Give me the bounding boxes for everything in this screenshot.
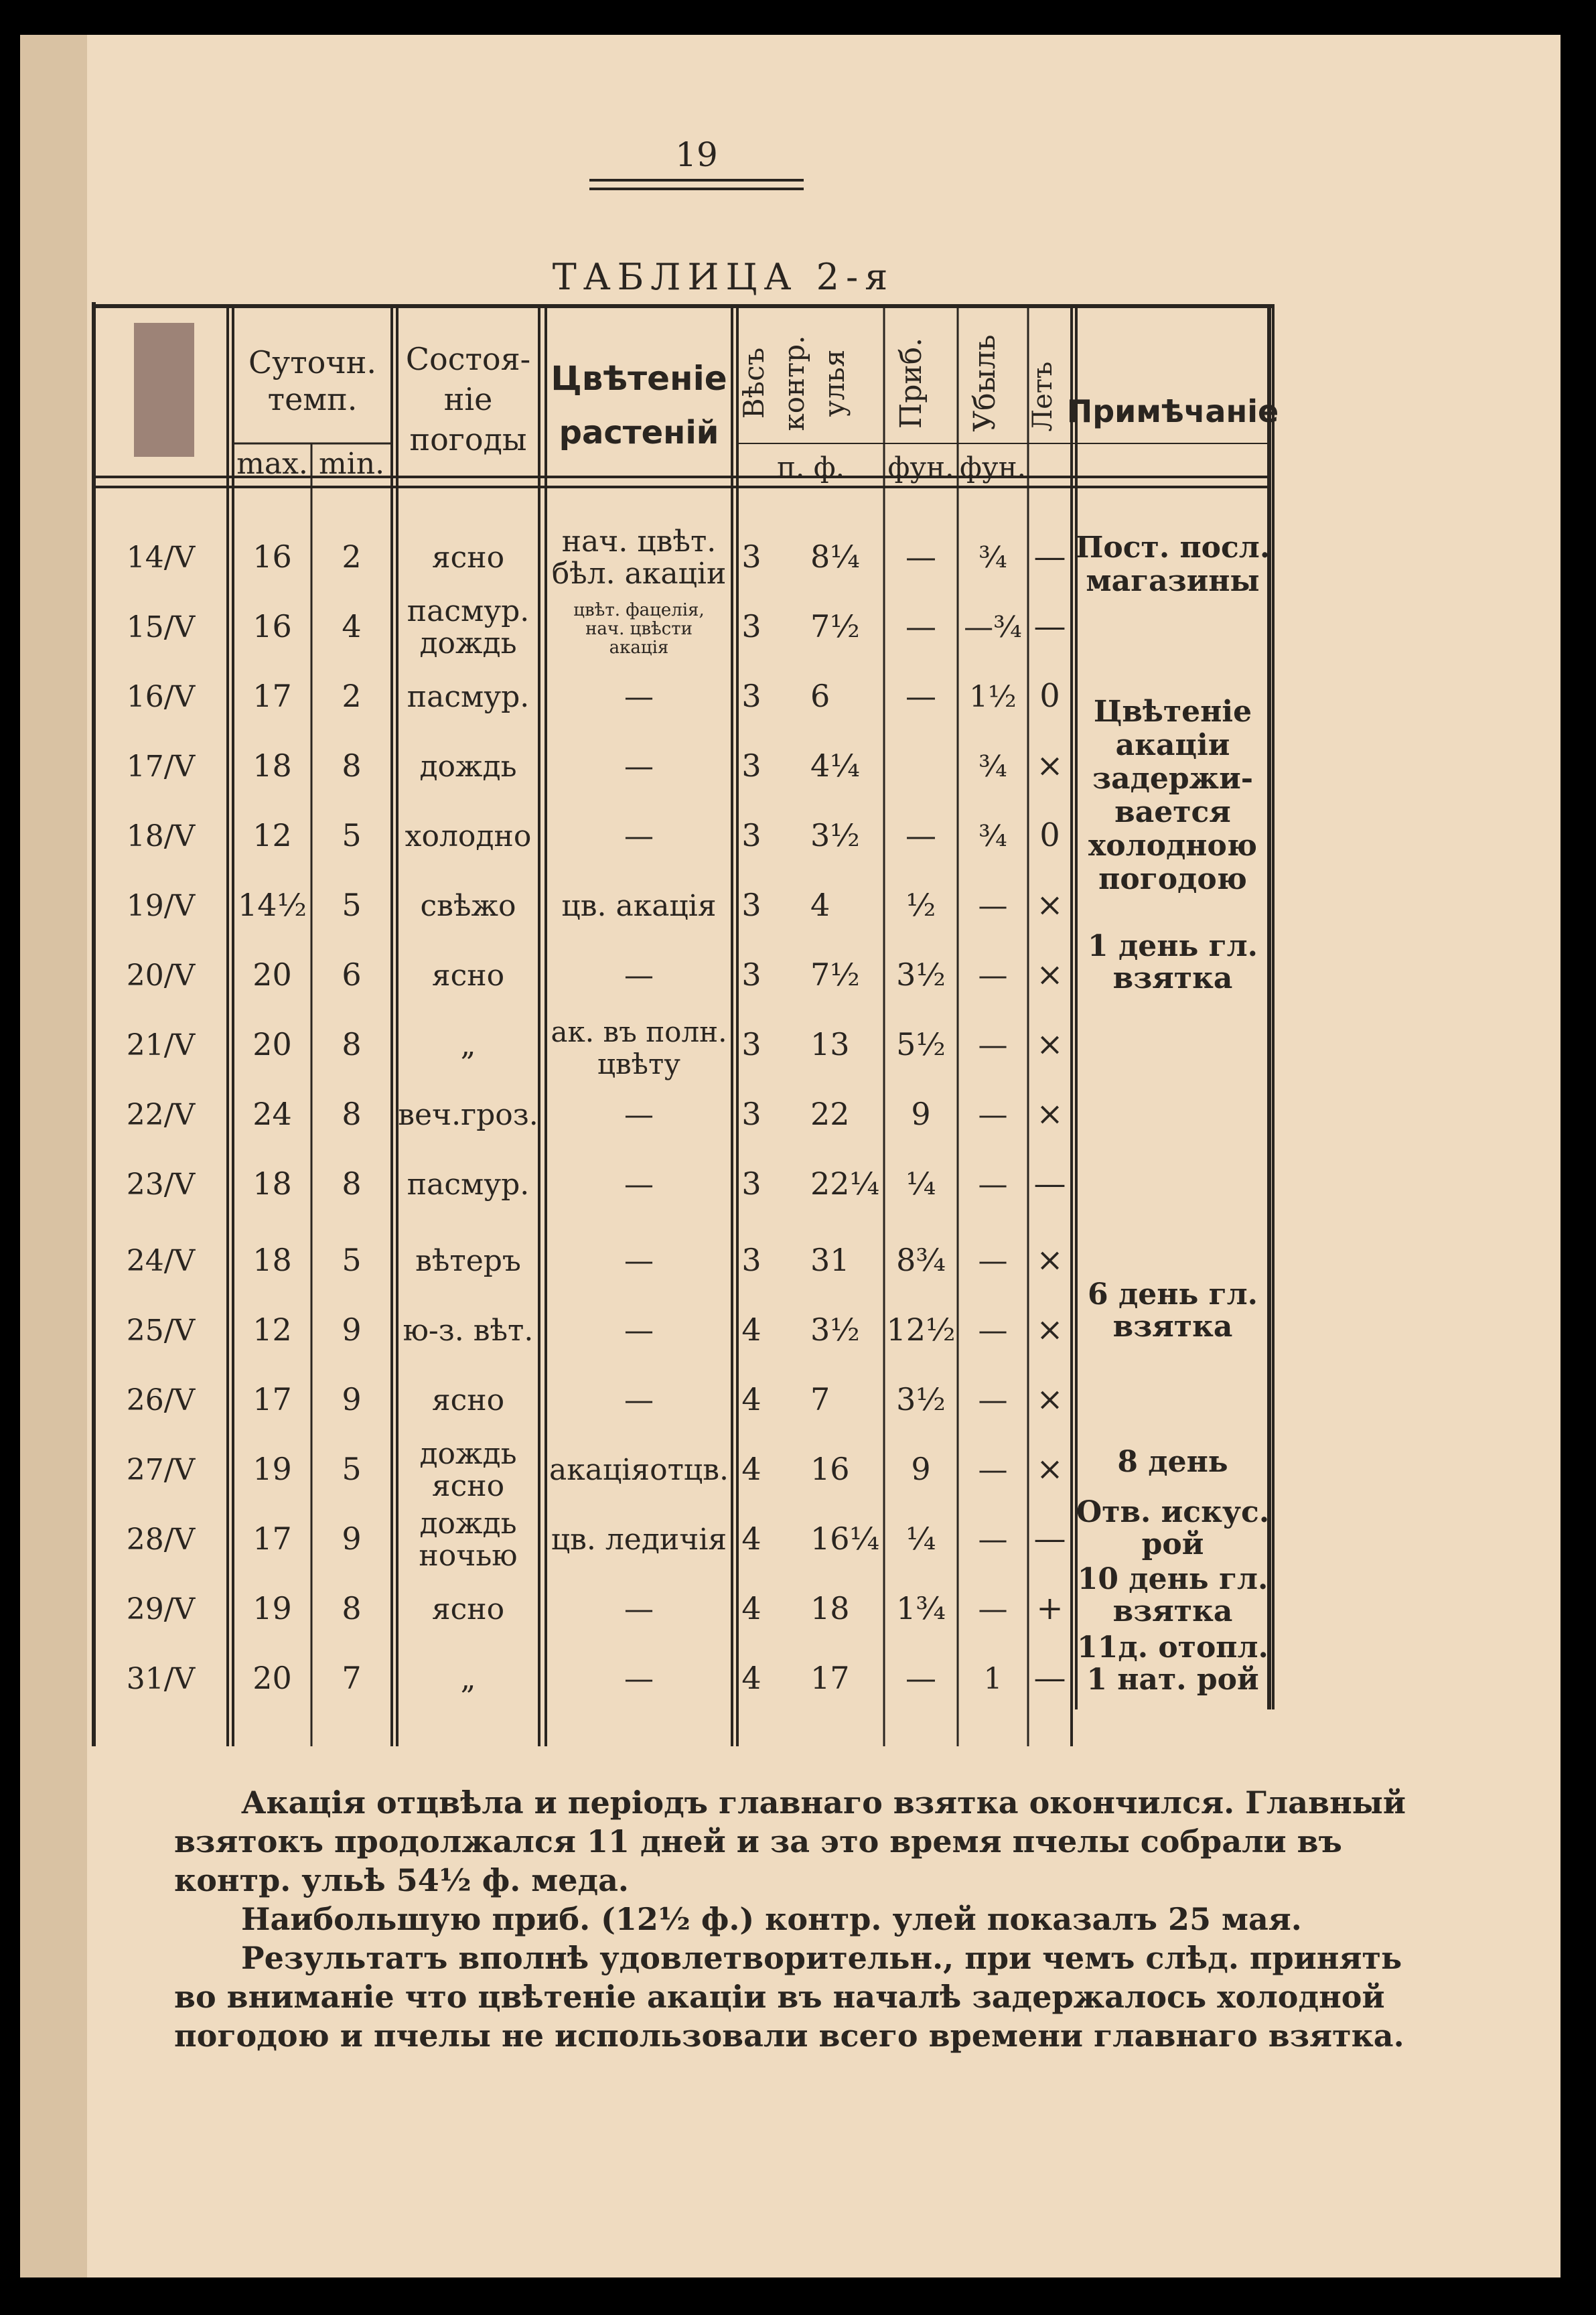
row-bloom: цв. акація — [561, 889, 717, 923]
row-weather: пасмур. — [407, 594, 530, 628]
row-temp-max: 19 — [252, 1451, 292, 1487]
row-bloom: бѣл. акаціи — [551, 557, 727, 591]
row-flight: 0 — [1039, 817, 1060, 854]
row-bloom: акація — [609, 638, 669, 658]
row-weather: ю-з. вѣт. — [403, 1314, 534, 1348]
row-loss: — — [978, 1592, 1008, 1626]
row-weight-funt: 8¼ — [810, 539, 860, 575]
row-temp-min: 5 — [342, 1451, 362, 1487]
header-weight: улья — [818, 349, 851, 417]
row-gain: — — [905, 539, 936, 575]
row-loss: ¾ — [978, 819, 1007, 853]
row-bloom: — — [624, 1592, 654, 1626]
row-weight-funt: 7½ — [810, 608, 860, 644]
row-weather: ясно — [431, 541, 505, 575]
header-temp-min: min. — [318, 447, 385, 481]
row-weather: ясно — [431, 1383, 505, 1417]
row-weight-funt: 7½ — [810, 957, 860, 993]
remark: взятка — [1112, 1310, 1233, 1344]
row-temp-min: 6 — [342, 957, 362, 993]
row-weight-pud: 3 — [741, 1242, 761, 1278]
row-flight: × — [1036, 1450, 1064, 1488]
header-temp: Суточн. — [248, 344, 377, 380]
table-title: ТАБЛИЦА 2-я — [552, 256, 895, 298]
row-flight: × — [1036, 1241, 1064, 1279]
row-flight: + — [1036, 1590, 1064, 1627]
remark: Цвѣтеніе — [1093, 695, 1252, 729]
row-temp-min: 2 — [342, 678, 362, 714]
row-gain: — — [905, 608, 936, 644]
row-bloom: нач. цвѣт. — [561, 524, 717, 559]
row-weight-pud: 4 — [741, 1381, 761, 1417]
row-weight-pud: 3 — [741, 539, 761, 575]
row-temp-max: 18 — [252, 1166, 292, 1202]
row-temp-min: 9 — [342, 1381, 362, 1417]
header-weather: ніе — [443, 381, 493, 417]
row-weather: ясно — [431, 959, 505, 993]
row-weight-funt: 16¼ — [810, 1521, 880, 1557]
row-date: 28/V — [126, 1523, 196, 1557]
row-loss: — — [978, 889, 1008, 923]
row-weight-funt: 13 — [810, 1026, 850, 1062]
remark: 8 день — [1117, 1445, 1228, 1479]
row-weight-pud: 3 — [741, 608, 761, 644]
row-temp-max: 18 — [252, 748, 292, 784]
row-temp-max: 20 — [252, 1026, 292, 1062]
remark: вается — [1114, 795, 1231, 829]
row-weather: вѣтеръ — [415, 1244, 521, 1278]
row-date: 26/V — [126, 1383, 196, 1417]
row-temp-max: 12 — [252, 1312, 292, 1348]
row-bloom: — — [624, 1244, 654, 1278]
row-temp-min: 7 — [342, 1660, 362, 1696]
row-gain: 9 — [911, 1096, 931, 1132]
remark: магазины — [1086, 564, 1260, 598]
remark: взятка — [1112, 961, 1233, 995]
row-weather: холодно — [405, 819, 532, 853]
row-date: 17/V — [126, 750, 196, 784]
row-flight: × — [1036, 747, 1064, 784]
row-weight-funt: 6 — [810, 678, 830, 714]
row-bloom: — — [624, 1383, 654, 1417]
remark: акаціи — [1115, 728, 1230, 762]
row-bloom: — — [624, 750, 654, 784]
row-gain: — — [905, 1660, 936, 1696]
remark: холодною — [1088, 829, 1257, 863]
header-weight: контр. — [778, 335, 810, 431]
row-date: 21/V — [126, 1028, 196, 1062]
row-gain: 9 — [911, 1451, 931, 1487]
row-weather: веч.гроз. — [398, 1098, 538, 1132]
row-gain: 3½ — [896, 957, 946, 993]
header-gain: Приб. — [894, 337, 928, 429]
row-temp-max: 19 — [252, 1590, 292, 1626]
row-date: 29/V — [126, 1592, 196, 1626]
row-gain: ¼ — [905, 1521, 936, 1557]
row-date: 23/V — [126, 1168, 196, 1202]
row-loss: — — [978, 1244, 1008, 1278]
row-date: 15/V — [126, 610, 196, 644]
row-flight: — — [1033, 538, 1066, 575]
row-temp-min: 5 — [342, 817, 362, 853]
row-weather: ночью — [419, 1539, 518, 1573]
row-flight: — — [1033, 1165, 1066, 1202]
row-weather: ясно — [431, 1469, 505, 1503]
header-loss-unit: фун. — [960, 451, 1026, 484]
row-weight-funt: 16 — [810, 1451, 850, 1487]
note-line: погодою и пчелы не использовали всего времени главнаго взятка. — [174, 2018, 1404, 2054]
row-weight-pud: 3 — [741, 678, 761, 714]
note-line: Акація отцвѣла и періодъ главнаго взятка окончился. Главный — [241, 1784, 1406, 1821]
row-flight: — — [1033, 1520, 1066, 1557]
row-weather: „ — [460, 1028, 476, 1062]
row-weight-pud: 4 — [741, 1451, 761, 1487]
remark: 11д. отопл. — [1077, 1630, 1268, 1665]
row-weight-pud: 3 — [741, 1166, 761, 1202]
row-weather: пасмур. — [407, 680, 530, 714]
header-weather: погоды — [409, 421, 527, 458]
row-flight: × — [1036, 1311, 1064, 1348]
row-weight-pud: 3 — [741, 1026, 761, 1062]
row-bloom: — — [624, 959, 654, 993]
row-date: 24/V — [126, 1244, 196, 1278]
header-temp-max: max. — [236, 447, 308, 481]
row-temp-min: 9 — [342, 1521, 362, 1557]
row-date: 27/V — [126, 1453, 196, 1487]
row-bloom: цвѣту — [597, 1048, 680, 1080]
notes — [174, 1783, 1406, 2055]
row-weather: ясно — [431, 1592, 505, 1626]
row-loss: — — [978, 959, 1008, 993]
row-weather: дождь — [419, 1506, 517, 1541]
row-date: 20/V — [126, 959, 196, 993]
row-weight-funt: 3½ — [810, 817, 860, 853]
note-line: Наибольшую приб. (12½ ф.) контр. улей показалъ 25 мая. — [241, 1901, 1302, 1937]
row-date: 19/V — [126, 889, 196, 923]
remark: 1 нат. рой — [1086, 1663, 1259, 1697]
row-weight-funt: 3½ — [810, 1312, 860, 1348]
row-bloom: — — [624, 1168, 654, 1202]
row-bloom: цвѣт. фацелія, — [573, 600, 705, 620]
row-weight-pud: 4 — [741, 1590, 761, 1626]
row-flight: — — [1033, 608, 1066, 645]
row-date: 22/V — [126, 1098, 196, 1132]
row-loss: ¾ — [978, 750, 1007, 784]
row-gain: 8¾ — [896, 1242, 946, 1278]
row-temp-min: 9 — [342, 1312, 362, 1348]
row-flight: × — [1036, 1381, 1064, 1418]
row-temp-min: 5 — [342, 1242, 362, 1278]
note-line: взятокъ продолжался 11 дней и за это время пчелы собрали въ — [174, 1823, 1342, 1860]
header-bloom: Цвѣтеніе — [551, 359, 727, 398]
row-bloom: акаціяотцв. — [549, 1453, 729, 1487]
row-temp-max: 20 — [252, 957, 292, 993]
row-bloom: нач. цвѣсти — [585, 619, 693, 639]
row-loss: 1½ — [969, 680, 1017, 714]
row-temp-max: 20 — [252, 1660, 292, 1696]
header-gain-unit: фун. — [887, 451, 954, 484]
row-temp-min: 8 — [342, 1590, 362, 1626]
row-date: 25/V — [126, 1314, 196, 1348]
row-temp-min: 8 — [342, 1026, 362, 1062]
row-bloom: — — [624, 1098, 654, 1132]
row-gain: — — [905, 817, 936, 853]
row-loss: — — [978, 1168, 1008, 1202]
row-weight-pud: 3 — [741, 887, 761, 923]
row-flight: — — [1033, 1659, 1066, 1697]
row-weight-pud: 3 — [741, 748, 761, 784]
row-weight-pud: 3 — [741, 1096, 761, 1132]
remark: 6 день гл. — [1088, 1277, 1258, 1312]
row-bloom: ак. въ полн. — [551, 1015, 727, 1048]
note-line: контр. ульѣ 54½ ф. меда. — [174, 1862, 629, 1898]
row-temp-min: 8 — [342, 748, 362, 784]
row-gain: 3½ — [896, 1381, 946, 1417]
row-temp-min: 8 — [342, 1096, 362, 1132]
row-temp-max: 16 — [252, 539, 292, 575]
row-bloom: — — [624, 1314, 654, 1348]
row-flight: × — [1036, 1095, 1064, 1133]
header-flight: Летъ — [1027, 361, 1058, 432]
row-weight-funt: 17 — [810, 1660, 850, 1696]
row-weather: „ — [460, 1662, 476, 1696]
page — [20, 35, 1561, 2277]
row-gain: ½ — [905, 887, 936, 923]
row-loss: ¾ — [978, 541, 1007, 575]
header-temp: темп. — [267, 381, 358, 417]
row-temp-max: 17 — [252, 1381, 292, 1417]
remark: задержи- — [1092, 762, 1254, 796]
row-bloom: цв. ледичія — [551, 1523, 727, 1557]
row-loss: — — [978, 1453, 1008, 1487]
row-weather: свѣжо — [420, 889, 516, 923]
remark: погодою — [1098, 862, 1247, 896]
row-flight: × — [1036, 1026, 1064, 1063]
row-date: 16/V — [126, 680, 196, 714]
header-loss: Убыль — [968, 334, 1002, 432]
row-loss: 1 — [983, 1662, 1003, 1696]
row-gain: 12½ — [886, 1312, 956, 1348]
row-temp-max: 24 — [252, 1096, 292, 1132]
row-flight: 0 — [1039, 677, 1060, 715]
remark: Пост. посл. — [1075, 531, 1271, 565]
row-bloom: — — [624, 1662, 654, 1696]
row-weight-funt: 4 — [810, 887, 830, 923]
row-weight-funt: 22 — [810, 1096, 850, 1132]
header-note: Примѣчаніе — [1066, 393, 1279, 429]
row-weight-pud: 4 — [741, 1521, 761, 1557]
row-weather: дождь — [419, 750, 517, 784]
row-weight-pud: 4 — [741, 1312, 761, 1348]
header-bloom: растеній — [559, 414, 719, 451]
row-gain: — — [905, 678, 936, 714]
row-temp-max: 14½ — [237, 887, 307, 923]
row-weight-pud: 3 — [741, 957, 761, 993]
row-weather: дождь — [419, 1437, 517, 1471]
row-temp-min: 8 — [342, 1166, 362, 1202]
row-flight: × — [1036, 956, 1064, 993]
row-loss: —¾ — [964, 610, 1022, 644]
row-gain: ¼ — [905, 1166, 936, 1202]
row-weight-funt: 18 — [810, 1590, 850, 1626]
row-gain: 1¾ — [896, 1590, 946, 1626]
row-temp-max: 17 — [252, 1521, 292, 1557]
data-table — [20, 35, 1561, 1776]
row-loss: — — [978, 1098, 1008, 1132]
header-weight: Вѣсъ — [737, 347, 770, 419]
row-date: 18/V — [126, 819, 196, 853]
row-weight-funt: 7 — [810, 1381, 830, 1417]
row-date: 31/V — [126, 1662, 196, 1696]
remark: 1 день гл. — [1088, 929, 1258, 963]
row-loss: — — [978, 1028, 1008, 1062]
note-line: Результатъ вполнѣ удовлетворительн., при чемъ слѣд. принять — [241, 1940, 1402, 1976]
row-bloom: — — [624, 819, 654, 853]
row-loss: — — [978, 1383, 1008, 1417]
row-loss: — — [978, 1523, 1008, 1557]
row-temp-min: 5 — [342, 887, 362, 923]
row-temp-max: 12 — [252, 817, 292, 853]
remark: рой — [1141, 1527, 1204, 1561]
remark: 10 день гл. — [1077, 1562, 1268, 1596]
row-weight-pud: 3 — [741, 817, 761, 853]
remark: Отв. искус. — [1076, 1495, 1270, 1529]
row-weight-funt: 22¼ — [810, 1166, 880, 1202]
row-weight-funt: 4¼ — [810, 748, 860, 784]
row-temp-max: 17 — [252, 678, 292, 714]
header-weather: Состоя- — [405, 341, 531, 377]
row-temp-max: 18 — [252, 1242, 292, 1278]
row-date: 14/V — [126, 541, 196, 575]
row-flight: × — [1036, 886, 1064, 924]
row-weather: дождь — [419, 626, 517, 660]
remark: взятка — [1112, 1594, 1233, 1628]
row-temp-max: 16 — [252, 608, 292, 644]
row-weight-funt: 31 — [810, 1242, 850, 1278]
row-temp-min: 2 — [342, 539, 362, 575]
row-loss: — — [978, 1314, 1008, 1348]
page-number: 19 — [675, 135, 718, 174]
row-bloom: — — [624, 680, 654, 714]
note-line: во вниманіе что цвѣтеніе акаціи въ началѣ задержалось холодной — [174, 1979, 1385, 2015]
row-gain: 5½ — [896, 1026, 946, 1062]
header-weight-units: п. ф. — [777, 451, 845, 484]
row-temp-min: 4 — [342, 608, 362, 644]
date-header-mark — [134, 323, 194, 457]
row-weather: пасмур. — [407, 1168, 530, 1202]
row-weight-pud: 4 — [741, 1660, 761, 1696]
